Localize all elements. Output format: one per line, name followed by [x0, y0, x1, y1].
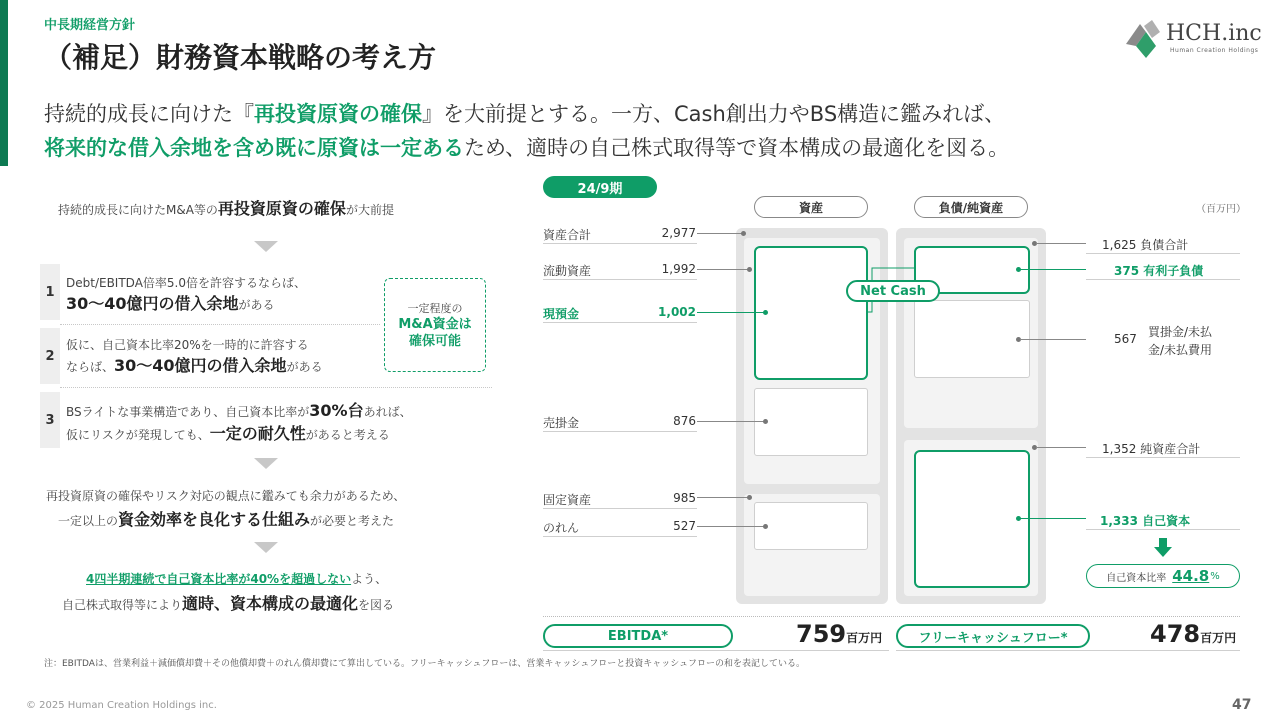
asset-value: 2,977: [661, 226, 696, 240]
footnote: 注：EBITDAは、営業利益＋減価償却費＋その他償却費＋のれん償却費にて算出している。フリーキャッシュフローは、営業キャッシュフローと投資キャッシュフローの和を表記している。: [44, 659, 806, 669]
underline: [1086, 457, 1240, 458]
leader-line: [1020, 269, 1086, 270]
ebitda-label: EBITDA*: [543, 624, 733, 648]
fcf-value: 478百万円: [1150, 620, 1237, 648]
leader-line: [697, 497, 749, 498]
row-number: 3: [40, 392, 60, 448]
liability-item: 375 有利子負債: [1114, 264, 1204, 278]
page-title: （補足）財務資本戦略の考え方: [44, 41, 437, 74]
underline: [543, 279, 697, 280]
liability-label: 買掛金/未払: [1148, 325, 1213, 339]
underline: [543, 536, 697, 537]
logo-subtext: Human Creation Holdings: [1170, 47, 1259, 54]
bottom-text-1: 4四半期連続で自己資本比率が40%を超過しないよう、: [86, 572, 388, 586]
row-3-line-1: BSライトな事業構造であり、自己資本比率が30%台あれば、: [66, 401, 412, 420]
asset-value: 527: [673, 519, 696, 533]
underline: [543, 243, 697, 244]
unit-label: （百万円）: [1196, 204, 1246, 215]
divider: [543, 616, 1240, 617]
leader-line: [697, 269, 749, 270]
underline: [1086, 279, 1240, 280]
row-2-line-1: 仮に、自己資本比率20%を一時的に許容する: [66, 338, 309, 352]
row-2-line-2: ならば、30〜40億円の借入余地がある: [66, 356, 323, 375]
asset-value: 876: [673, 414, 696, 428]
asset-value: 1,002: [658, 305, 696, 319]
asset-value: 1,992: [661, 262, 696, 276]
lead-line-1: 持続的成長に向けた『再投資原資の確保』を大前提とする。一方、Cash創出力やBS構造に鑑みれば、: [44, 102, 1006, 126]
underline: [543, 322, 697, 323]
premise-text: 持続的成長に向けたM&A等の再投資原資の確保が大前提: [58, 199, 394, 218]
down-arrow-icon: [1154, 538, 1172, 558]
liability-value: 567: [1114, 332, 1137, 346]
asset-label: 流動資産: [543, 264, 592, 278]
receivables-box: [754, 388, 868, 456]
row-3-line-2: 仮にリスクが発現しても、一定の耐久性があると考える: [66, 424, 390, 443]
goodwill-box: [754, 502, 868, 550]
leader-dot: [747, 495, 752, 500]
divider: [60, 324, 380, 325]
row-1-line-2: 30〜40億円の借入余地がある: [66, 294, 275, 313]
leader-line: [697, 421, 765, 422]
down-arrow-icon: [254, 542, 278, 553]
underline: [1086, 529, 1240, 530]
leader-dot: [741, 231, 746, 236]
asset-value: 985: [673, 491, 696, 505]
equity-box: [914, 450, 1030, 588]
row-1-line-1: Debt/EBITDA倍率5.0倍を許容するならば、: [66, 276, 306, 290]
leader-dot: [763, 524, 768, 529]
row-number: 2: [40, 328, 60, 384]
accent-bar: [0, 0, 8, 166]
period-badge: 24/9期: [543, 176, 657, 198]
mid-text-1: 再投資原資の確保やリスク対応の観点に鑑みても余力があるため、: [46, 489, 406, 503]
divider: [60, 387, 492, 388]
net-cash-label: Net Cash: [846, 280, 940, 302]
logo-text: HCH.inc: [1166, 21, 1262, 46]
underline: [1086, 253, 1240, 254]
leader-line: [1036, 243, 1086, 244]
underline: [543, 431, 697, 432]
copyright: © 2025 Human Creation Holdings inc.: [26, 700, 217, 711]
leader-line: [697, 312, 765, 313]
equity-ratio-badge: 自己資本比率 44.8 %: [1086, 564, 1240, 588]
bottom-text-2: 自己株式取得等により適時、資本構成の最適化を図る: [62, 594, 395, 613]
leader-line: [697, 526, 765, 527]
asset-label: 現預金: [543, 307, 580, 321]
leader-line: [1020, 518, 1086, 519]
leader-line: [697, 233, 743, 234]
assets-header: 資産: [754, 196, 868, 218]
underline: [896, 650, 1240, 651]
leader-dot: [763, 419, 768, 424]
leader-line: [1020, 339, 1086, 340]
down-arrow-icon: [254, 241, 278, 252]
payables-box: [914, 300, 1030, 378]
liability-item: 1,625 負債合計: [1102, 238, 1189, 252]
section-label: 中長期経営方針: [44, 18, 136, 33]
page-number: 47: [1232, 697, 1252, 713]
leader-line: [1036, 447, 1086, 448]
mid-text-2: 一定以上の資金効率を良化する仕組みが必要と考えた: [58, 510, 395, 529]
row-number: 1: [40, 264, 60, 320]
liabilities-header: 負債/純資産: [914, 196, 1028, 218]
underline: [543, 650, 889, 651]
asset-label: 資産合計: [543, 228, 592, 242]
liability-item: 1,333 自己資本: [1100, 514, 1191, 528]
liability-item: 1,352 純資産合計: [1102, 442, 1201, 456]
asset-label: のれん: [543, 521, 580, 535]
cash-box: [754, 246, 868, 380]
liability-label: 金/未払費用: [1148, 343, 1213, 357]
down-arrow-icon: [254, 458, 278, 469]
funding-callout: 一定程度の M&A資金は 確保可能: [384, 278, 486, 372]
asset-label: 売掛金: [543, 416, 580, 430]
asset-label: 固定資産: [543, 493, 592, 507]
company-logo-icon: [1122, 18, 1166, 62]
underline: [543, 508, 697, 509]
ebitda-value: 759百万円: [796, 620, 883, 648]
leader-dot: [747, 267, 752, 272]
leader-dot: [763, 310, 768, 315]
lead-line-2: 将来的な借入余地を含め既に原資は一定あるため、適時の自己株式取得等で資本構成の最適化を図る。: [44, 136, 1010, 160]
fcf-label: フリーキャッシュフロー*: [896, 624, 1090, 648]
